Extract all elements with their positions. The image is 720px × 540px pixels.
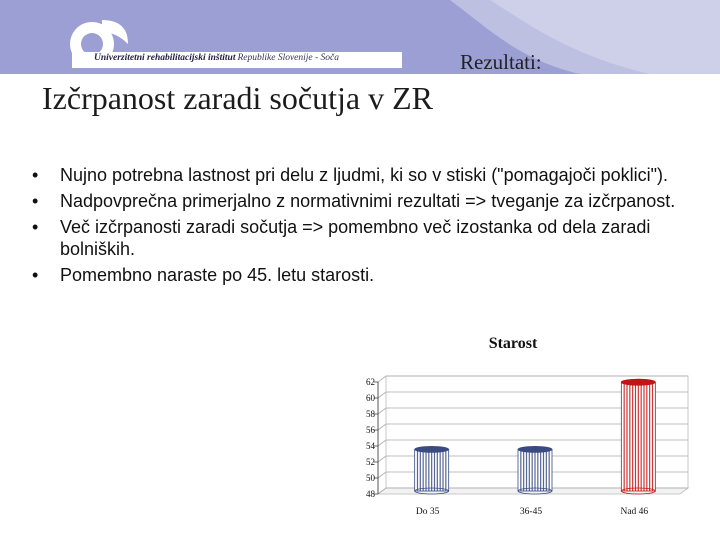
- y-tick-label: 62: [366, 377, 375, 387]
- x-tick-label: Nad 46: [620, 507, 649, 517]
- bullet-text: Več izčrpanosti zaradi sočutja => pomembno več izostanka od dela zaradi bolniških.: [60, 217, 651, 259]
- bullet-dot: •: [32, 265, 39, 285]
- bullet-dot: •: [32, 217, 39, 237]
- page-title: Izčrpanost zaradi sočutja v ZR: [42, 80, 433, 116]
- y-tick-label: 58: [366, 409, 375, 419]
- chart-title: Starost: [488, 335, 538, 352]
- institute-name-main: Univerzitetni rehabilitacijski inštitut: [94, 53, 236, 63]
- bullet-text: Pomembno naraste po 45. letu starosti.: [60, 265, 375, 285]
- bullet-text: Nujno potrebna lastnost pri delu z ljudmi, ki so v stiski ("pomagajoči poklici").: [60, 165, 669, 185]
- y-tick-label: 54: [366, 441, 375, 451]
- y-tick-label: 56: [366, 425, 375, 435]
- y-tick-label: 52: [366, 457, 375, 467]
- x-tick-label: Do 35: [415, 507, 440, 517]
- bullet-text: Nadpovprečna primerjalno z normativnimi rezultati => tveganje za izčrpanost.: [60, 191, 676, 211]
- bar-top: [621, 379, 655, 385]
- bullet-dot: •: [32, 165, 39, 185]
- section-label: Rezultati:: [460, 50, 542, 74]
- y-tick-label: 48: [366, 489, 375, 499]
- institute-name-sub: Republike Slovenije - Soča: [237, 53, 340, 63]
- bar-top: [415, 446, 449, 452]
- y-tick-label: 60: [366, 393, 375, 403]
- y-tick-label: 50: [366, 473, 375, 483]
- bar-top: [518, 446, 552, 452]
- x-tick-label: 36-45: [519, 507, 543, 517]
- bullet-dot: •: [32, 191, 39, 211]
